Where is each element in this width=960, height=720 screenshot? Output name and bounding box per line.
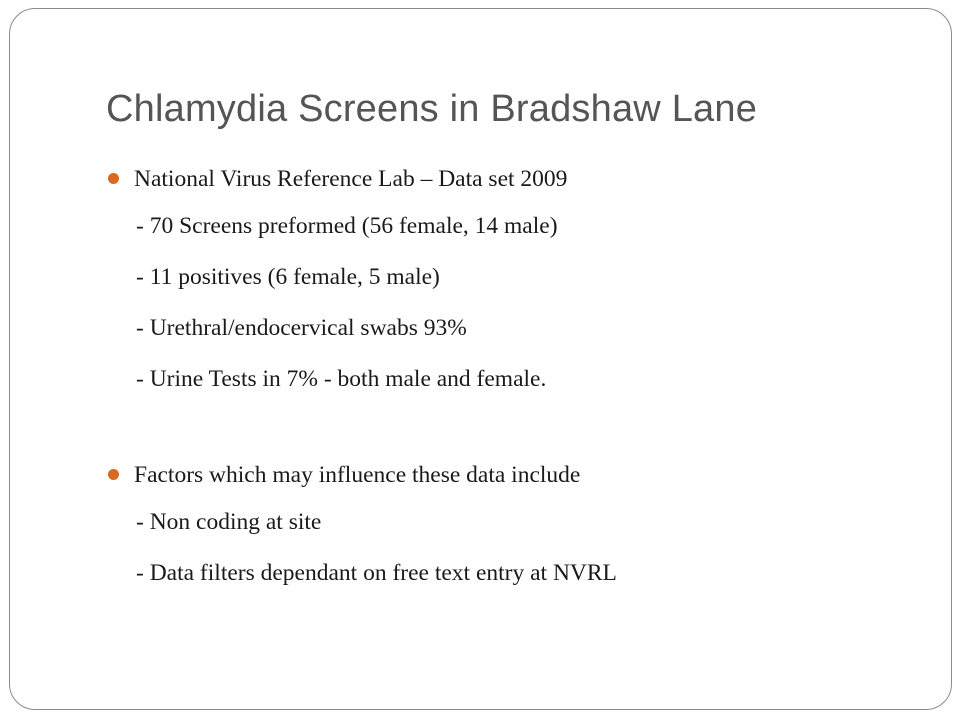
sub-item: - 11 positives (6 female, 5 male) bbox=[136, 264, 440, 290]
bullet-dot-icon bbox=[108, 173, 119, 184]
sub-item: - Non coding at site bbox=[136, 509, 322, 535]
spacer bbox=[108, 408, 928, 456]
bullet-item bbox=[108, 456, 928, 500]
bullet-text: Factors which may influence these data include bbox=[134, 462, 581, 488]
slide-body bbox=[108, 160, 928, 602]
sub-item: - 70 Screens preformed (56 female, 14 male) bbox=[136, 213, 558, 239]
sub-item: - Urethral/endocervical swabs 93% bbox=[136, 315, 467, 341]
bullet-item bbox=[108, 160, 928, 204]
bullet-dot-icon bbox=[108, 469, 119, 480]
sub-item: - Urine Tests in 7% - both male and female. bbox=[136, 366, 547, 392]
slide-title: Chlamydia Screens in Bradshaw Lane bbox=[106, 88, 758, 130]
bullet-text: National Virus Reference Lab – Data set 2009 bbox=[134, 166, 568, 192]
sub-item: - Data filters dependant on free text entry at NVRL bbox=[136, 560, 617, 586]
